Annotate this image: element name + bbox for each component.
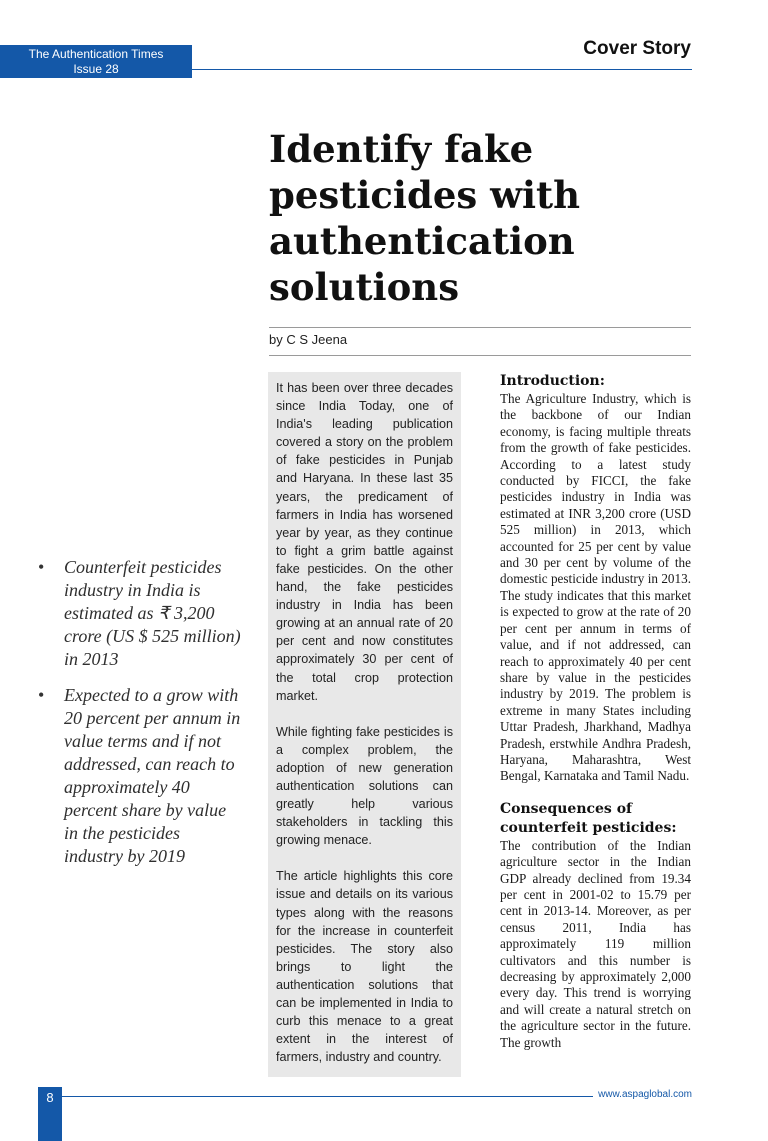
byline: by C S Jeena [269,332,348,347]
page-number: 8 [46,1090,54,1105]
summary-paragraph: While fighting fake pesticides is a complex problem, the adoption of new generation authentication solutions can greatly help various stakeholders in tackling this growing menace. [276,724,453,848]
consequences-heading: Consequences of counterfeit pesticides: [500,800,677,836]
issue-number: Issue 28 [73,62,119,76]
article-title: Identify fake pesticides with authentication solutions [269,127,580,309]
title-divider-top [269,327,691,328]
summary-paragraph: The article highlights this core issue and details on its various types along with the reasons for the increase in counterfeit pesticides. The story also brings to light the authentication solutions that can be implemented in India to curb this menace to a great extent in the interest of farmers, industry and country. [276,869,453,1065]
pullquote-item: • Counterfeit pesticides industry in India is estimated as ₹ 3,200 crore (US $ 525 million) in 2013 [38,556,243,671]
summary-box [268,372,461,1077]
consequences-paragraph: The contribution of the Indian agriculture sector in the Indian GDP already declined from 19.34 per cent in 2001-02 to 15.79 per cent in 2013-14. Moreover, as per census 2011, India has approximately 119 million cultivators and this number is decreasing by approximately 2,000 every day. This trend is worrying and will create a natural stretch on the agriculture sector in the future. The growth [500,837,691,1050]
website-link[interactable]: www.aspaglobal.com [598,1089,692,1100]
pullquote-list [38,556,243,881]
publication-banner [0,45,192,78]
publication-name: The Authentication Times [28,47,164,61]
summary-paragraph: It has been over three decades since India Today, one of India's leading publication covered a story on the problem of fake pesticides in Punjab and Haryana. In these last 35 years, the predicament of farmers in India has worsened year by year, as they continue to fight a grim battle against fake pesticides. On the other hand, the fake pesticides industry in India has been growing at an annual rate of 20 per cent and now constitutes approximately 30 per cent of the total crop protection market. [276,381,453,703]
header-divider [192,69,692,70]
title-divider-bottom [269,355,691,356]
section-label: Cover Story [583,38,691,59]
intro-heading: Introduction: [500,373,605,389]
intro-paragraph: The Agriculture Industry, which is the backbone of our Indian economy, is facing multiple threats from the growth of fake pesticides. According to a latest study conducted by FICCI, the fake pesticides industry in India was estimated at INR 3,200 crore (USD 525 million) in 2013, which accounted for 25 per cent by value and 30 per cent by volume of the domestic pesticide industry in 2013. The study indicates that this market is expected to grow at the rate of 20 per cent per annum in terms of value, and if not addressed, can reach to approximately 40 per cent share by value in the pesticides industry by 2019. The problem is extreme in many States including Uttar Pradesh, Jharkhand, Madhya Pradesh, erstwhile Andhra Pradesh, Haryana, Maharashtra, West Bengal, Karnataka and Tamil Nadu. [500,391,691,784]
footer-divider [62,1096,593,1097]
body-column [500,372,691,1051]
pullquote-item: • Expected to a grow with 20 percent per annum in value terms and if not addressed, can reach to approximately 40 percent share by value in the pesticides industry by 2019 [38,684,243,868]
